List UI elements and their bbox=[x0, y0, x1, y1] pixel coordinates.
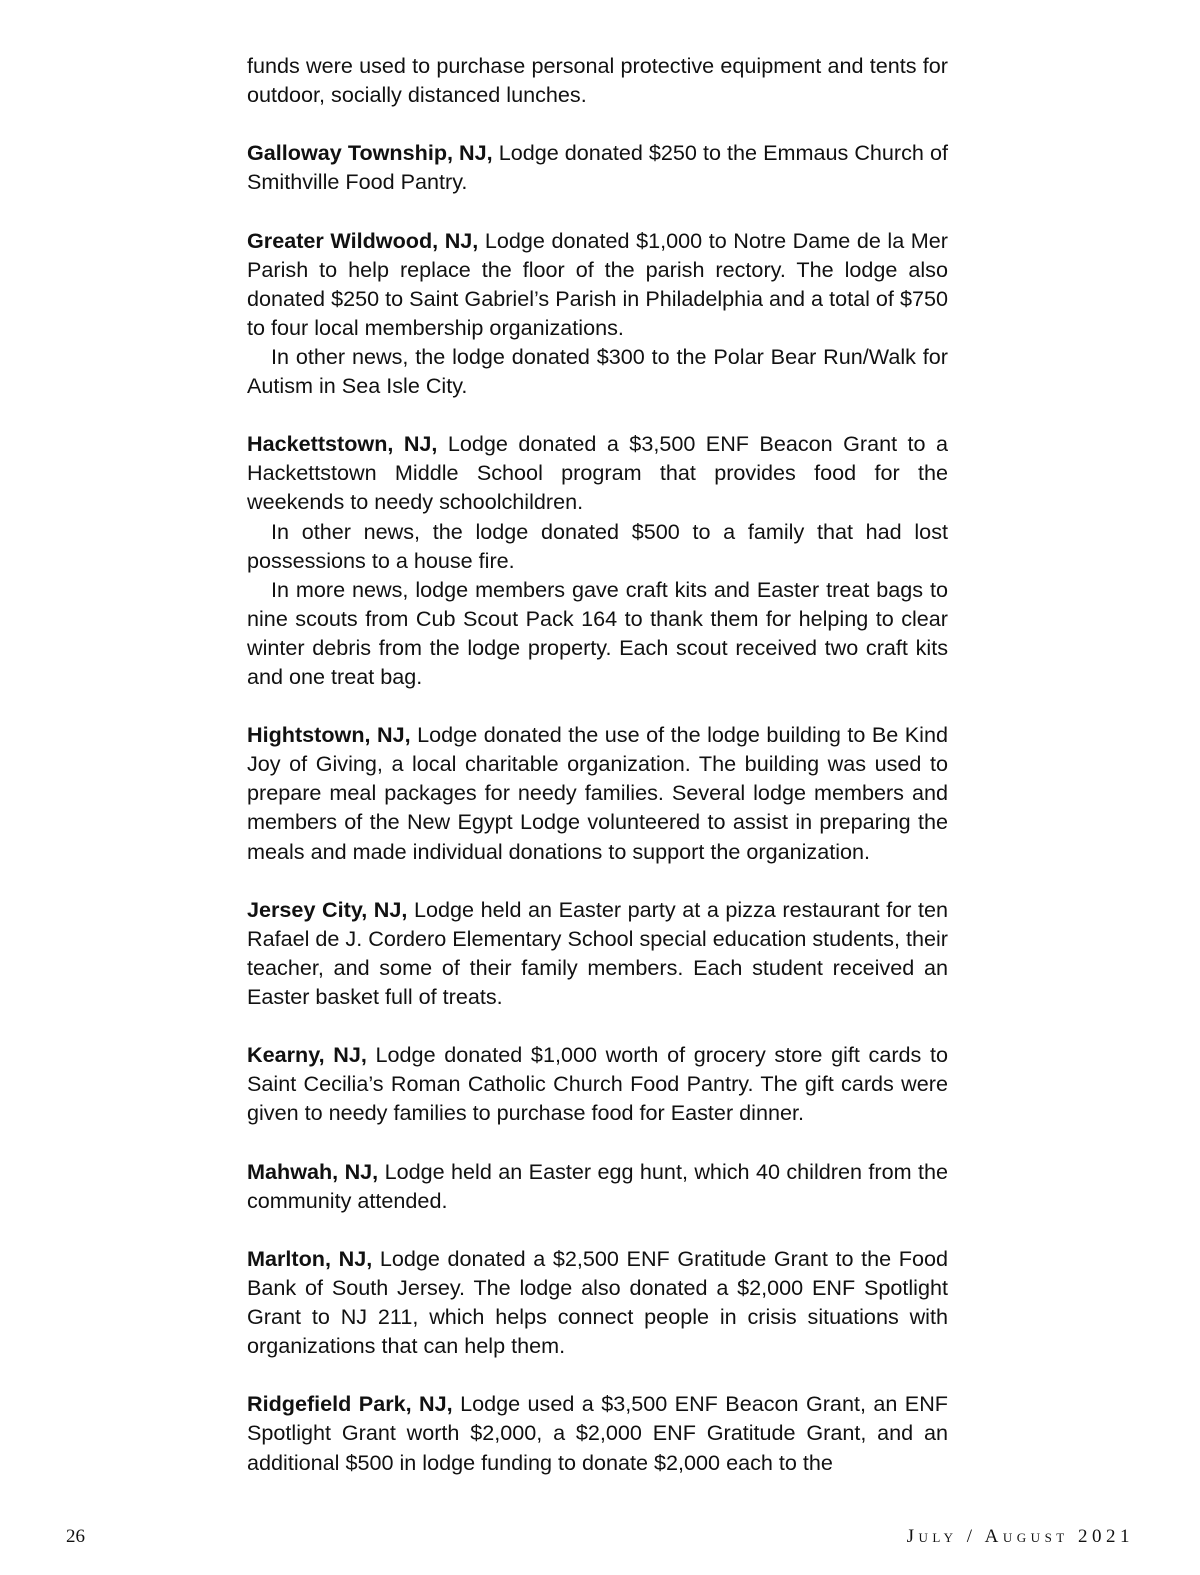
lodge-name: Hightstown, NJ, bbox=[247, 722, 411, 748]
paragraph-followup bbox=[247, 575, 948, 691]
page-number: 26 bbox=[66, 1526, 85, 1547]
paragraph-text: Lodge donated a $3,500 ENF Beacon Grant to a Hackettstown Middle School program that provides food for the weekends to needy schoolchildren. bbox=[247, 431, 948, 515]
lodge-name: Kearny, NJ, bbox=[247, 1042, 367, 1068]
paragraph-text: In other news, the lodge donated $300 to the Polar Bear Run/Walk for Autism in Sea Isle City. bbox=[247, 343, 948, 399]
paragraph-text: Lodge donated the use of the lodge building to Be Kind Joy of Giving, a local charitable organization. The building was used to prepare meal packages for needy families. Several lodge members and members of the New Egypt Lodge volunteered to assist in preparing the meals and made individual donations to support the organization. bbox=[247, 722, 949, 864]
paragraph-text: Lodge held an Easter egg hunt, which 40 children from the community attended. bbox=[247, 1158, 948, 1213]
lodge-name: Galloway Township, NJ, bbox=[247, 140, 493, 166]
lodge-name: Ridgefield Park, NJ, bbox=[247, 1391, 453, 1417]
lodge-name: Hackettstown, NJ, bbox=[247, 431, 438, 457]
lodge-entry-marlton bbox=[247, 1244, 948, 1360]
article-column bbox=[247, 51, 948, 1477]
paragraph-text: Lodge held an Easter party at a pizza restaurant for ten Rafael de J. Cordero Elementary School special education students, their teacher, and some of their family members. Each student received an Easter basket full of treats. bbox=[247, 896, 949, 1009]
lodge-name: Jersey City, NJ, bbox=[247, 896, 408, 922]
lodge-entry-hightstown bbox=[247, 720, 948, 865]
lodge-entry-mahwah bbox=[247, 1157, 948, 1215]
lodge-entry-jersey-city bbox=[247, 895, 948, 1011]
lodge-name: Marlton, NJ, bbox=[247, 1245, 373, 1271]
lodge-name: Greater Wildwood, NJ, bbox=[247, 227, 479, 253]
paragraph-text: Lodge used a $3,500 ENF Beacon Grant, an ENF Spotlight Grant worth $2,000, a $2,000 ENF Gratitude Grant, and an additional $500 in lodge funding to donate $2,000 each to the bbox=[247, 1391, 948, 1475]
lodge-entry-kearny bbox=[247, 1040, 948, 1127]
paragraph-text: funds were used to purchase personal protective equipment and tents for outdoor, socially distanced lunches. bbox=[247, 53, 948, 108]
paragraph-followup bbox=[247, 342, 948, 400]
paragraph-text: Lodge donated $250 to the Emmaus Church of Smithville Food Pantry. bbox=[247, 140, 948, 195]
lodge-entry-ridgefield-park bbox=[247, 1389, 948, 1476]
paragraph-text: In more news, lodge members gave craft kits and Easter treat bags to nine scouts from Cub Scout Pack 164 to thank them for helping to clear winter debris from the lodge property. Each scout received two craft kits and one treat bag. bbox=[247, 576, 948, 689]
lodge-entry-hackettstown bbox=[247, 429, 948, 516]
lodge-name: Mahwah, NJ, bbox=[247, 1158, 379, 1184]
lodge-entry-greater-wildwood bbox=[247, 226, 948, 342]
paragraph-text: In other news, the lodge donated $500 to a family that had lost possessions to a house fire. bbox=[247, 518, 948, 573]
lodge-entry-galloway-township bbox=[247, 138, 948, 196]
paragraph-followup bbox=[247, 517, 948, 575]
issue-date: July / August 2021 bbox=[906, 1526, 1134, 1547]
paragraph-text: Lodge donated $1,000 to Notre Dame de la Mer Parish to help replace the floor of the parish rectory. The lodge also donated $250 to Saint Gabriel’s Parish in Philadelphia and a total of $750 to four local membership organizations. bbox=[247, 227, 948, 340]
paragraph-text: Lodge donated $1,000 worth of grocery store gift cards to Saint Cecilia’s Roman Catholic Church Food Pantry. The gift cards were given to needy families to purchase food for Easter dinner. bbox=[247, 1042, 948, 1126]
paragraph-text: Lodge donated a $2,500 ENF Gratitude Grant to the Food Bank of South Jersey. The lodge also donated a $2,000 ENF Spotlight Grant to NJ 211, which helps connect people in crisis situations with organizations that can help them. bbox=[247, 1245, 948, 1359]
paragraph-continued bbox=[247, 51, 948, 109]
